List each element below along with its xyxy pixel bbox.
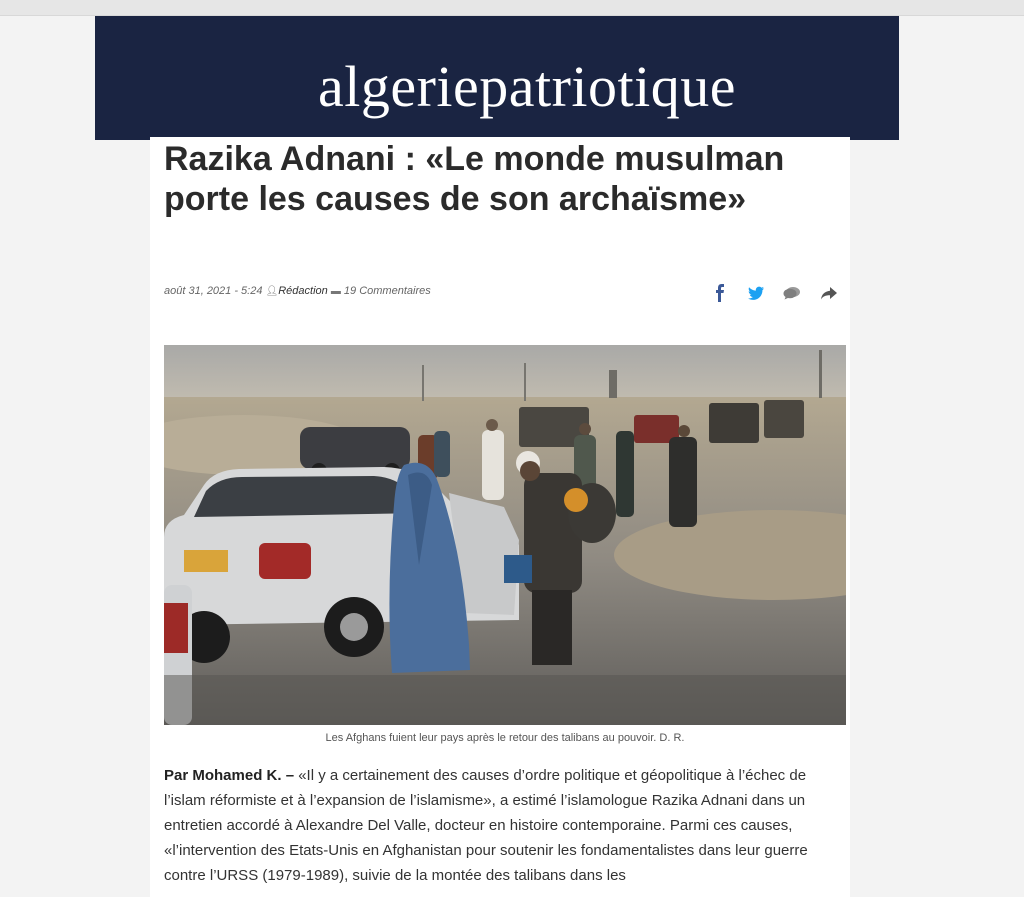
article-body-text: «Il y a certainement des causes d’ordre politique et géopolitique à l’échec de l’islam réformiste et à l’expansion de l’islamisme», a estimé l’islamologue Razika Adnani dans un entretien accordé à Alexandre Del Valle, docteur en histoire contemporaine. Parmi ces causes, «l’intervention des Etats-Unis en Afghanistan pour soutenir les fondamentalistes dans leur guerre contre l’URSS (1979-1989), suivie de la montée des talibans dans les — [164, 767, 808, 884]
facebook-icon[interactable] — [714, 283, 726, 303]
refugees-photo-illustration — [164, 345, 846, 725]
browser-top-strip — [0, 0, 1024, 16]
site-masthead — [95, 16, 899, 140]
article-meta — [164, 285, 431, 297]
comment-count-icon: ▬ — [330, 286, 341, 297]
article-comments-count[interactable]: 19 Commentaires — [343, 285, 431, 297]
article-body — [164, 763, 844, 888]
comment-icon[interactable] — [783, 283, 801, 303]
article-date: août 31, 2021 - 5:24 — [164, 285, 263, 297]
article-photo — [164, 345, 846, 725]
share-icon[interactable] — [820, 283, 838, 303]
site-logo[interactable]: algeriepatriotique — [317, 54, 737, 119]
article-title: Razika Adnani : «Le monde musulman porte les causes de son archaïsme» — [164, 140, 785, 218]
article-card — [150, 137, 850, 897]
twitter-icon[interactable] — [747, 283, 765, 303]
article-byline: Par Mohamed K. – — [164, 767, 295, 784]
user-icon: 👤︎ — [265, 286, 279, 297]
share-bar — [710, 283, 840, 303]
photo-caption: Les Afghans fuient leur pays après le retour des talibans au pouvoir. D. R. — [325, 732, 685, 744]
article-author[interactable]: Rédaction — [278, 285, 328, 297]
